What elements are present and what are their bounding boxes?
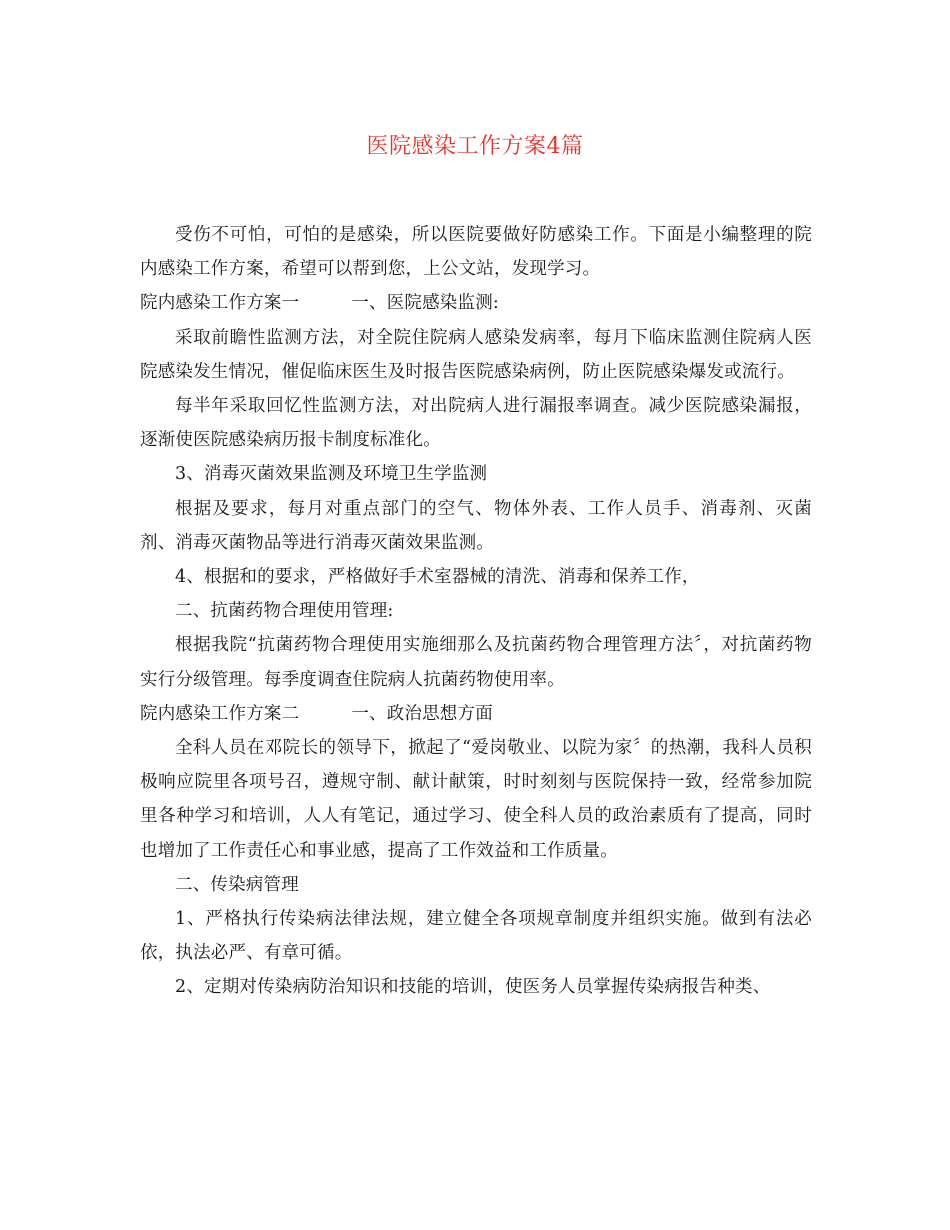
- plan1-paragraph: 根据及要求，每月对重点部门的空气、物体外表、工作人员手、消毒剂、灭菌剂、消毒灭菌物品等进行消毒灭菌效果监测。: [140, 498, 812, 553]
- plan1-paragraph: 二、抗菌药物合理使用管理:: [175, 601, 394, 622]
- plan2-paragraph: 二、传染病管理: [175, 874, 299, 895]
- document-body: [140, 218, 812, 1005]
- plan1-heading-line: [140, 286, 812, 320]
- plan2-heading-line: [140, 697, 812, 731]
- plan1-paragraph: 采取前瞻性监测方法，对全院住院病人感染发病率，每月下临床监测住院病人医院感染发生情况，催促临床医生及时报告医院感染病例，防止医院感染爆发或流行。: [140, 327, 812, 382]
- plan1-paragraph: 4、根据和的要求，严格做好手术室器械的清洗、消毒和保养工作，: [175, 567, 700, 588]
- document-title: 医院感染工作方案4篇: [366, 134, 584, 159]
- plan2-paragraph: 2、定期对传染病防治知识和技能的培训，使医务人员掌握传染病报告种类、: [175, 977, 771, 998]
- plan2-paragraph: 1、严格执行传染病法律法规，建立健全各项规章制度并组织实施。做到有法必依，执法必严、有章可循。: [140, 909, 812, 964]
- intro-paragraph: 受伤不可怕，可怕的是感染，所以医院要做好防感染工作。下面是小编整理的院内感染工作方案，希望可以帮到您，上公文站，发现学习。: [140, 225, 812, 280]
- plan2-label: 院内感染工作方案二: [140, 703, 300, 724]
- plan1-section-heading: 一、医院感染监测:: [351, 293, 500, 314]
- plan1-label: 院内感染工作方案一: [140, 293, 300, 314]
- plan2-paragraph: 全科人员在邓院长的领导下，掀起了“爱岗敬业、以院为家〞的热潮，我科人员积极响应院里各项号召，遵规守制、献计献策，时时刻刻与医院保持一致，经常参加院里各种学习和培训，人人有笔记，通过学习、使全科人员的政治素质有了提高，同时也增加了工作责任心和事业感，提高了工作效益和工作质量。: [140, 738, 812, 861]
- plan1-paragraph: 根据我院“抗菌药物合理使用实施细那么及抗菌药物合理管理方法〞，对抗菌药物实行分级管理。每季度调查住院病人抗菌药物使用率。: [140, 635, 812, 690]
- plan2-section-heading: 一、政治思想方面: [351, 703, 493, 724]
- plan1-paragraph: 每半年采取回忆性监测方法，对出院病人进行漏报率调查。减少医院感染漏报，逐渐使医院感染病历报卡制度标准化。: [140, 396, 812, 451]
- plan1-paragraph: 3、消毒灭菌效果监测及环境卫生学监测: [175, 464, 488, 485]
